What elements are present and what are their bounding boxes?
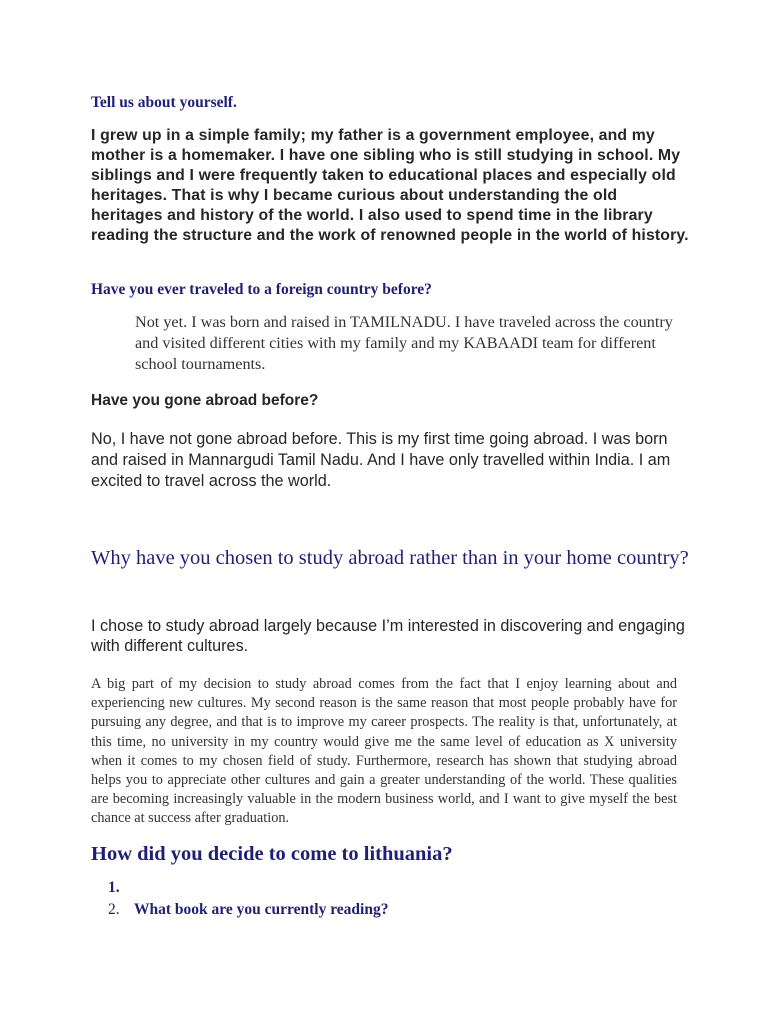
question-traveled-foreign-country: Have you ever traveled to a foreign country before? (91, 281, 432, 298)
list-item-number: 1. (108, 879, 120, 896)
list-item-number: 2. (108, 901, 120, 918)
answer-gone-abroad: No, I have not gone abroad before. This is my first time going abroad. I was born and raised in Mannargudi Tamil Nadu. And I have only travelled within India. I am excited to travel across the world. (91, 430, 671, 490)
answer-traveled-foreign-country: Not yet. I was born and raised in TAMILNADU. I have traveled across the country and visited different cities with my family and my KABAADI team for different school tournaments. (135, 313, 673, 373)
question-gone-abroad: Have you gone abroad before? (91, 392, 319, 409)
answer-why-study-abroad-intro: I chose to study abroad largely because I’m interested in discovering and engaging with different cultures. (91, 617, 685, 655)
list-item (108, 878, 388, 900)
answer-tell-about-yourself: I grew up in a simple family; my father is a government employee, and my mother is a homemaker. I have one sibling who is still studying in school. My siblings and I were frequently taken to educational places and especially old heritages. That is why I became curious about understanding the old heritages and history of the world. I also used to spend time in the library reading the structure and the work of renowned people in the world of history. (91, 127, 689, 244)
list-item-text: What book are you currently reading? (134, 901, 389, 918)
answer-why-study-abroad-detail: A big part of my decision to study abroad comes from the fact that I enjoy learning about and experiencing new cultures. My second reason is the same reason that most people probably have for pursuing any degree, and that is to improve my career prospects. The reality is that, unfortunately, at this time, no university in my country would give me the same level of education as X university when it comes to my chosen field of study. Furthermore, research has shown that studying abroad helps you to appreciate other cultures and gain a greater understanding of the world. These qualities are becoming increasingly valuable in the modern business world, and I want to give myself the best chance at success after graduation. (91, 676, 677, 827)
numbered-question-list (108, 878, 388, 922)
question-decide-lithuania: How did you decide to come to lithuania? (91, 843, 453, 865)
question-tell-about-yourself: Tell us about yourself. (91, 94, 237, 111)
list-item (108, 900, 388, 922)
question-why-study-abroad: Why have you chosen to study abroad rather than in your home country? (91, 547, 689, 569)
